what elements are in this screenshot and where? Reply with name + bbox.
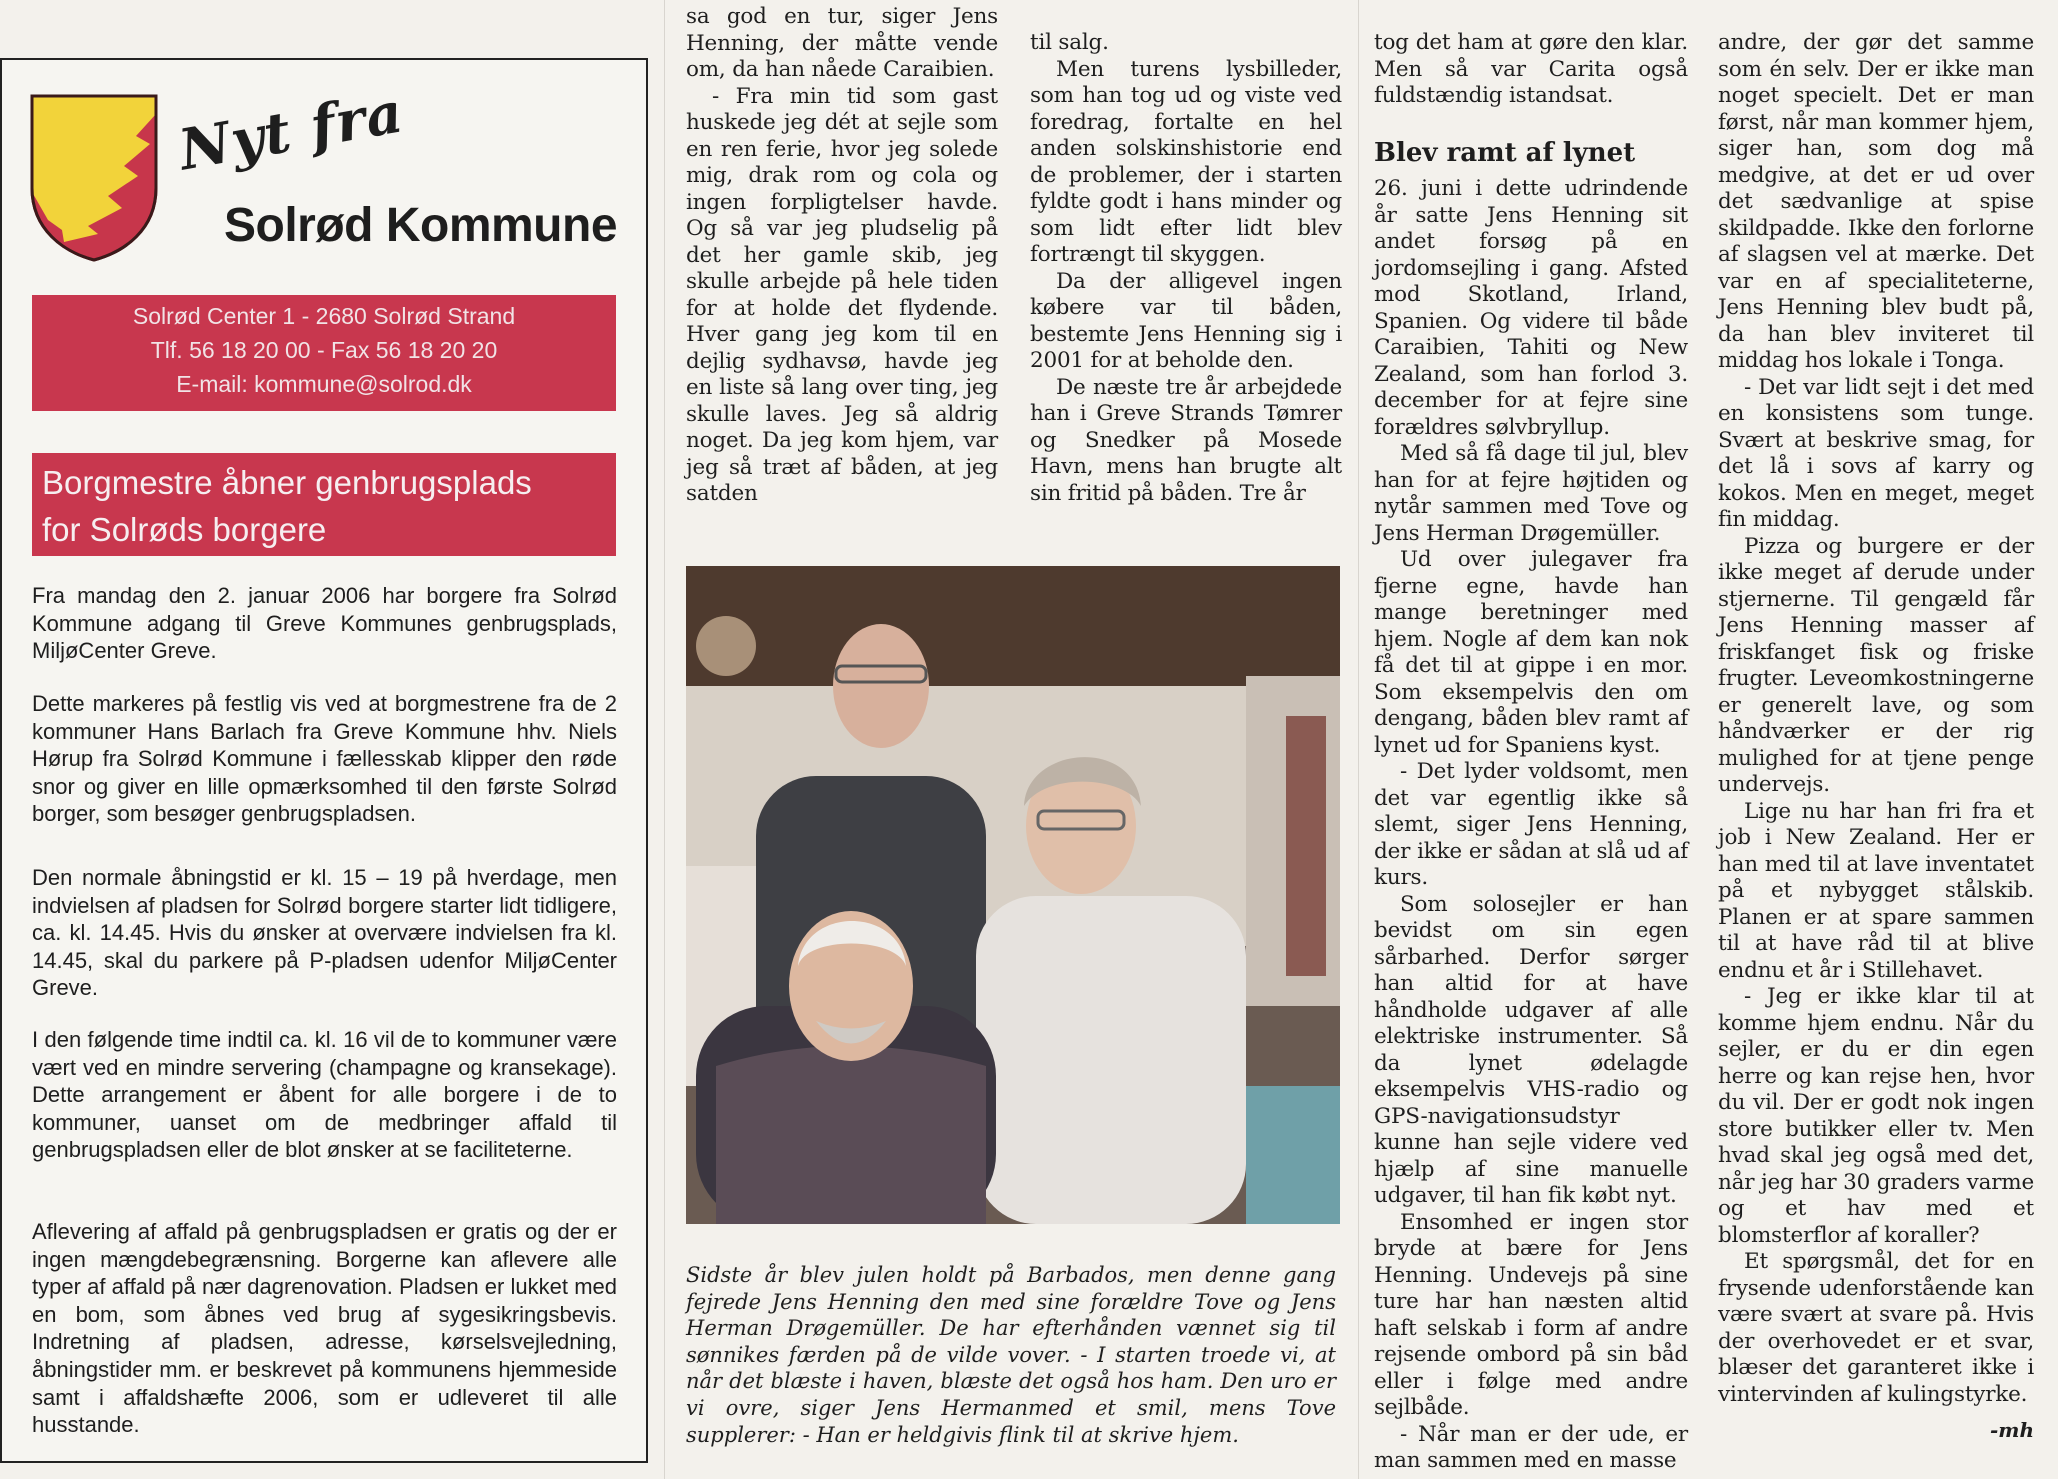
notice-paragraph-5: Aflevering af affald på genbrugspladsen er gratis og der er ingen mængdebegrænsning. Borgerne kan aflevere alle typer af affald på nær dagrenovation. Pladsen er lukket med en bom, som åbnes ved brug af sygesikringsbevis. Indretning af pladsen, adresse, kørselsvejledning, åbningstider mm. er beskrevet på kommunens hjemmeside samt i affaldshæfte 2006, som er udleveret til alle husstande. xyxy=(32,1219,617,1438)
article-paragraph: Som solosejler er han bevidst om sin egen sårbarhed. Derfor sørger han altid for at have håndholde udgaver af alle elektriske instrumenter. Så da lynet ødelagde eksempelvis VHS-radio og GPS-navigationsudstyr kunne han sejle videre ved hjælp af sine manuelle udgaver, til han fik købt nyt. xyxy=(1374,891,1688,1208)
kommune-title: Solrød Kommune xyxy=(224,199,618,252)
article-column-2 xyxy=(1030,30,1342,507)
phone-line: Tlf. 56 18 20 00 - Fax 56 18 20 20 xyxy=(150,337,498,363)
address-line: Solrød Center 1 - 2680 Solrød Strand xyxy=(132,303,516,329)
article-paragraph: Med så få dage til jul, blev han for at fejre højtiden og nytår sammen med Tove og Jens Herman Drøgemüller. xyxy=(1374,441,1688,546)
article-paragraph: - Det lyder voldsomt, men det var egentlig ikke så slemt, siger Jens Henning, der ikke er sådan at slå ud af kurs. xyxy=(1374,759,1688,890)
article-paragraph: Pizza og burgere er der ikke meget af derude under stjernerne. Til gengæld får Jens Henning masser af friskfanget fisk og friske frugter. Leveomkostningerne er generelt lave, og som håndværker er der rig mulighed for at tjene penge undervejs. xyxy=(1718,533,2034,797)
family-photo xyxy=(686,566,1340,1224)
article-column-1 xyxy=(686,4,998,508)
article-paragraph: De næste tre år arbejdede han i Greve Strands Tømrer og Snedker på Mosede Havn, mens han brugte alt sin fritid på båden. Tre år xyxy=(1030,374,1342,506)
article-paragraph: Men turens lysbilleder, som han tog ud og viste ved foredrag, fortalte en hel anden solskinshistorie end de problemer, der i starten fyldte godt i hans minder og som lidt efter lidt blev fortrængt til skyggen. xyxy=(1030,56,1342,267)
article-paragraph: andre, der gør det samme som én selv. Der er ikke man noget specielt. Det er man først, når man kommer hjem, siger han, som dog må medgive, at det er ud over det sædvanlige at spise skildpadde. Ikke den forlorne af slagsen vel at mærke. Det var en af specialiteterne, Jens Henning blev budt på, da han blev inviteret til middag hos lokale i Tonga. xyxy=(1718,30,2034,373)
author-signature: -mh xyxy=(1990,1418,2035,1442)
article-paragraph: tog det ham at gøre den klar. Men så var Carita også fuldstændig istandsat. xyxy=(1374,30,1688,108)
headline-line-2: for Solrøds borgere xyxy=(42,511,327,548)
article-paragraph: 26. juni i dette udrindende år satte Jens Henning sit andet forsøg på en jordomsejling i gang. Afsted mod Skotland, Irland, Spanien. Og videre til både Caraibien, Tahiti og New Zealand, som han forlod 3. december for at fejre sine forældres sølvbryllup. xyxy=(1374,176,1688,440)
article-paragraph: Ensomhed er ingen stor bryde at bære for Jens Henning. Undevejs på sine ture har han næsten altid haft selskab i form af andre rejsende ombord på sin båd eller i følge med andre sejlbåde. xyxy=(1374,1209,1688,1420)
column-rule xyxy=(1358,0,1359,1479)
notice-paragraph-4: I den følgende time indtil ca. kl. 16 vil de to kommuner være vært ved en mindre servering (champagne og kransekage). Dette arrangement er åbent for alle borgere i de to kommuner, uanset om de medbringer affald til genbrugspladsen eller de blot ønsker at se faciliteterne. xyxy=(32,1027,617,1163)
coat-of-arms-shield-icon xyxy=(28,92,160,262)
notice-headline xyxy=(32,453,616,556)
article-paragraph: Ud over julegaver fra fjerne egne, havde han mange beretninger med hjem. Nogle af dem kan nok få det til at gippe i en mor. Som eksempelvis den om dengang, båden blev ramt af lynet ud for Spaniens kyst. xyxy=(1374,547,1688,758)
notice-paragraph-3: Den normale åbningstid er kl. 15 – 19 på hverdage, men indvielsen af pladsen for Solrød borgere starter lidt tidligere, ca. kl. 14.45. Hvis du ønsker at overvære indvielsen fra kl. 14.45, skal du parkere på P-pladsen udenfor MiljøCenter Greve. xyxy=(32,865,617,1001)
headline-line-1: Borgmestre åbner genbrugsplads xyxy=(42,464,532,501)
photo-caption: Sidste år blev julen holdt på Barbados, men denne gang fejrede Jens Henning den med sine forældre Tove og Jens Herman Drøgemüller. De har efterhånden vænnet sig til sønnikes færden på de vilde vover. - I starten troede vi, at når det blæste i haven, blæste det også hos ham. Den uro er vi ovre, siger Jens Hermanmed et smil, mens Tove supplerer: - Han er heldgivis flink til at skrive hjem. xyxy=(686,1263,1336,1447)
article-paragraph: - Det var lidt sejt i det med en konsistens som tunge. Svært at beskrive smag, for det lå i sovs af karry og kokos. Men en meget, meget fin middag. xyxy=(1718,374,2034,532)
article-paragraph: Da der alligevel ingen købere var til båden, bestemte Jens Henning sig i 2001 for at beholde den. xyxy=(1030,268,1342,373)
article-paragraph: - Jeg er ikke klar til at komme hjem endnu. Når du sejler, er du er din egen herre og kan rejse hen, hvor du vil. Der er godt nok ingen store butikker eller tv. Men hvad skal jeg også med det, når jeg har 30 graders varme og et hav med et blomsterflor af koraller? xyxy=(1718,984,2034,1248)
notice-paragraph-2: Dette markeres på festlig vis ved at borgmestrene fra de 2 kommuner Hans Barlach fra Greve Kommune hhv. Niels Hørup fra Solrød Kommune i fællesskab klipper den røde snor og giver en lille opmærksomhed til den første Solrød borger, som besøger genbrugspladsen. xyxy=(32,691,617,827)
article-column-4 xyxy=(1718,30,2034,1408)
article-paragraph: - Fra min tid som gast huskede jeg dét at sejle som en ren ferie, hvor jeg solede mig, drak rom og cola og ingen forpligtelser havde. Og så var jeg pludselig på det her gamle skib, jeg skulle arbejde på hele tiden for at holde det flydende. Hver gang jeg kom til en dejlig sydhavsø, havde jeg en liste så lang over ting, jeg skulle laves. Jeg så aldrig noget. Da jeg kom hjem, var jeg så træt af båden, at jeg satden xyxy=(686,83,998,506)
article-subheading: Blev ramt af lynet xyxy=(1374,138,1636,168)
article-paragraph: - Når man er der ude, er man sammen med en masse xyxy=(1374,1421,1688,1473)
email-line: E-mail: kommune@solrod.dk xyxy=(176,371,472,397)
article-paragraph: sa god en tur, siger Jens Henning, der måtte vende om, da han nåede Caraibien. xyxy=(686,4,998,82)
notice-paragraph-1: Fra mandag den 2. januar 2006 har borgere fra Solrød Kommune adgang til Greve Kommunes genbrugsplads, MiljøCenter Greve. xyxy=(32,583,617,664)
article-column-3-body xyxy=(1374,176,1688,1475)
contact-banner xyxy=(32,295,616,411)
column-rule xyxy=(664,0,665,1479)
article-paragraph: til salg. xyxy=(1030,30,1109,55)
article-paragraph: Lige nu har han fri fra et job i New Zealand. Her er han med til at lave inventatet på et nybygget stålskib. Planen er at spare sammen til at have råd til at blive endnu et år i Stillehavet. xyxy=(1718,798,2034,983)
article-paragraph: Et spørgsmål, det for en frysende udenforstående kan være svært at svare på. Hvis der overhovedet er et svar, blæser det garanteret ikke i vintervinden af kulingstyrke. xyxy=(1718,1249,2034,1407)
nyt-fra-script-title: Nyt fra xyxy=(174,79,409,184)
article-column-3 xyxy=(1374,30,1688,110)
